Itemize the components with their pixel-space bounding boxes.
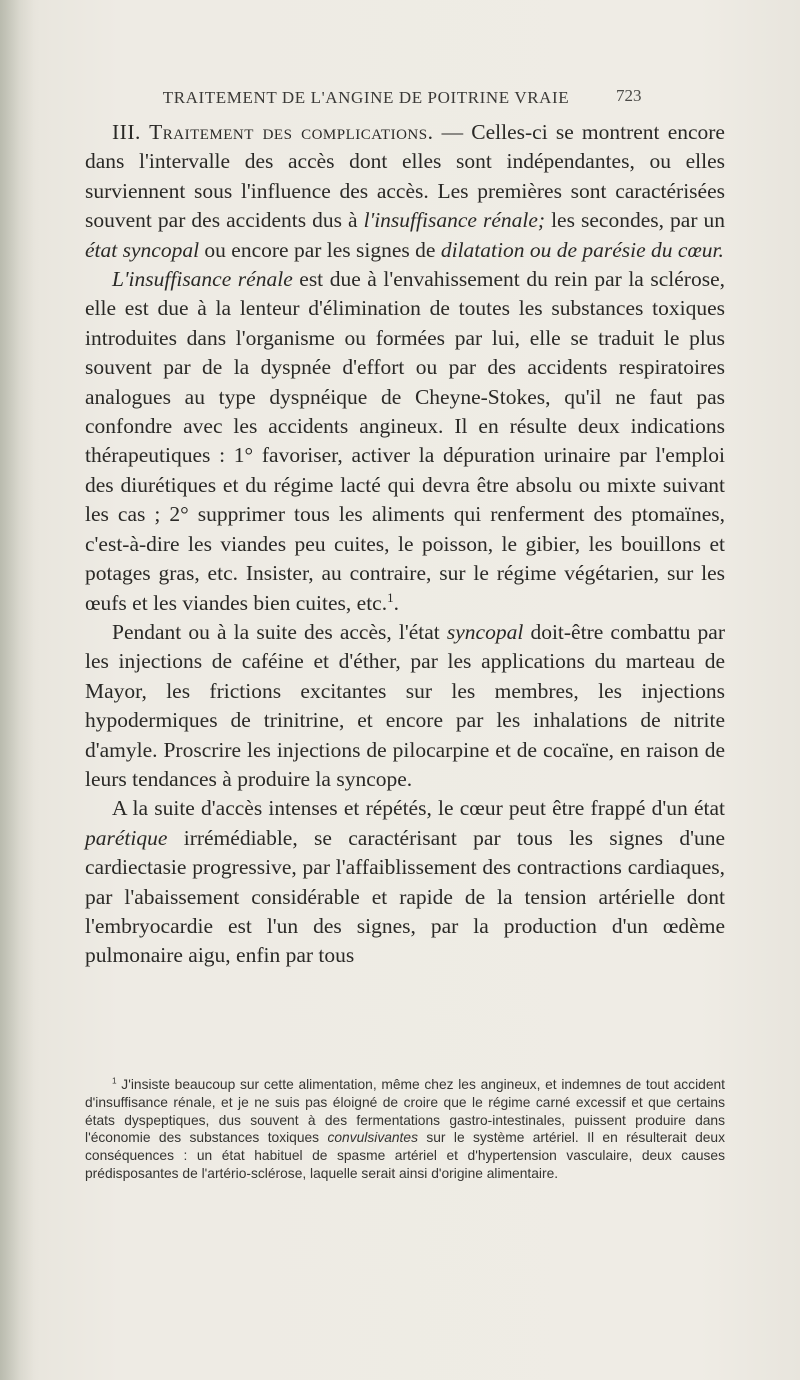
section-heading: III. Traitement des complications.	[112, 120, 434, 144]
text-run: Pendant ou à la suite des accès, l'état	[112, 619, 447, 644]
emphasis: convulsivantes	[327, 1130, 418, 1146]
paragraph-etat-paretique	[85, 794, 725, 970]
binding-shadow	[0, 0, 34, 1380]
text-run: ou encore par les signes de	[199, 237, 441, 262]
text-run: irrémédiable, se caractérisant par tous les signes d'une cardiectasie progressive, par l'affaiblissement des contractions cardiaques, par l'abaissement considérable et rapide de la tension artérielle dont l'embryocardie est l'un des signes, par la production d'un œdème pulmonaire aigu, enfin par tous	[85, 825, 725, 968]
emphasis: syncopal	[446, 619, 524, 644]
text-run: .	[393, 590, 399, 615]
footnote-1	[85, 1076, 725, 1183]
emphasis: l'insuffisance rénale;	[363, 208, 546, 233]
page-number: 723	[616, 86, 642, 105]
text-run: A la suite d'accès intenses et répétés, le cœur peut être frappé d'un état	[112, 796, 725, 821]
text-run: J'insiste beaucoup sur cette alimentation, même chez les angineux, et indemnes de tout accident d'insuffisance rénale, et je ne suis pas éloigné de croire que le régime carné excessif et que certains états dyspeptiques, dus souvent à des fermentations gastro-intestinales, puissent produire dans l'économie des substances toxiques	[85, 1077, 725, 1146]
footnotes	[85, 1076, 725, 1183]
running-head	[0, 88, 800, 112]
text-run: est due à l'envahissement du rein par la sclérose, elle est due à la lenteur d'élimination de toutes les substances toxiques introduites dans l'organisme ou formées par lui, elle se traduit le plus souvent par de la dyspnée d'effort ou par des accidents respiratoires analogues au type dyspnéique de Cheyne-Stokes, qu'il ne faut pas confondre avec les accidents angineux. Il en résulte deux indications thérapeutiques : 1° favoriser, activer la dépuration urinaire par l'emploi des diurétiques et du régime lacté qui devra être absolu ou mixte suivant les cas ; 2° supprimer tous les aliments qui renferment des ptomaïnes, c'est-à-dire les viandes peu cuites, le poisson, le gibier, les bouillons et potages gras, etc. Insister, au contraire, sur le régime végétarien, sur les œufs et les viandes bien cuites, etc.	[85, 267, 725, 615]
emphasis: parétique	[85, 825, 168, 850]
text-run: — Celles-ci se montrent encore dans l'intervalle des accès dont elles sont indépendantes, ou elles surviennent sous l'influence des accès. Les premières sont caractérisées souvent par des accidents dus à	[85, 120, 725, 233]
running-title: TRAITEMENT DE L'ANGINE DE POITRINE VRAIE	[162, 88, 570, 107]
text-run: sur le système artériel. Il en résulterait deux conséquences : un état habituel de spasme artériel et d'hypertension vasculaire, deux causes prédisposantes de l'artério-sclérose, laquelle serait ainsi d'origine alimentaire.	[85, 1130, 726, 1181]
paragraph-complications	[85, 118, 725, 265]
emphasis: L'insuffisance rénale	[112, 267, 293, 292]
paragraph-etat-syncopal	[85, 618, 725, 794]
footnote-reference: 1	[387, 590, 394, 605]
paragraph-insuffisance-renale	[85, 265, 725, 618]
body-text	[85, 118, 725, 971]
emphasis: état syncopal	[85, 237, 200, 262]
text-run: doit-être combattu par les injections de caféine et d'éther, par les applications du marteau de Mayor, les frictions excitantes sur les membres, les injections hypodermiques de trinitrine, et encore par les inhalations de nitrite d'amyle. Proscrire les injections de pilocarpine et de cocaïne, en raison de leurs tendances à produire la syncope.	[85, 619, 725, 791]
emphasis: dilatation ou de parésie du cœur.	[440, 237, 724, 262]
footnote-marker: 1	[112, 1076, 117, 1086]
text-run: les secondes, par un	[545, 208, 726, 233]
